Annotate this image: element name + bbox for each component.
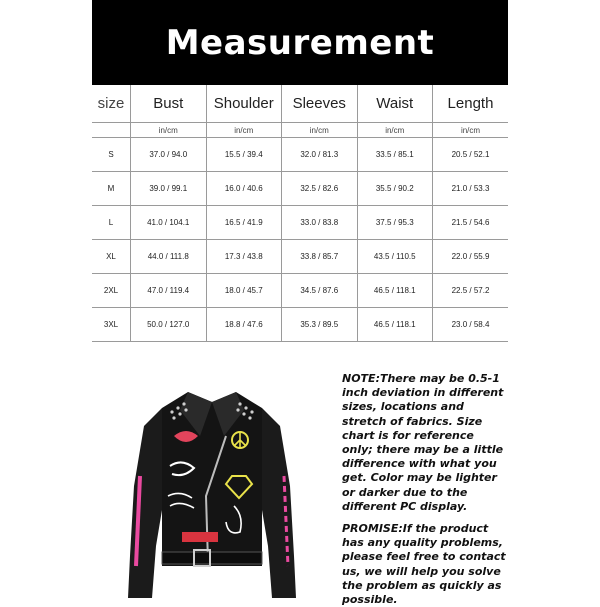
shoulder-cell: 18.0 / 45.7 [206,274,282,308]
bust-cell: 41.0 / 104.1 [131,206,207,240]
table-row [92,206,508,240]
unit-row [92,123,508,138]
bust-cell: 44.0 / 111.8 [131,240,207,274]
length-cell: 22.0 / 55.9 [433,240,509,274]
size-label: L [92,206,131,240]
table-row [92,138,508,172]
table-row [92,308,508,342]
waist-cell: 46.5 / 118.1 [357,308,433,342]
size-label: XL [92,240,131,274]
length-cell: 21.5 / 54.6 [433,206,509,240]
waist-cell: 43.5 / 110.5 [357,240,433,274]
sleeves-cell: 34.5 / 87.6 [282,274,358,308]
shoulder-cell: 16.5 / 41.9 [206,206,282,240]
bust-cell: 39.0 / 99.1 [131,172,207,206]
length-cell: 21.0 / 53.3 [433,172,509,206]
jacket-image [122,366,302,600]
size-label: M [92,172,131,206]
table-row [92,274,508,308]
unit-cell: in/cm [206,123,282,138]
shoulder-cell: 16.0 / 40.6 [206,172,282,206]
column-header-sleeves: Sleeves [282,85,358,123]
page-title: Measurement [165,22,435,63]
column-header-bust: Bust [131,85,207,123]
bust-cell: 50.0 / 127.0 [131,308,207,342]
promise-text: PROMISE:If the product has any quality problems, please feel free to contact us, we will help you solve the problem as quickly as possible. [342,522,506,607]
unit-cell: in/cm [282,123,358,138]
bust-cell: 47.0 / 119.4 [131,274,207,308]
sleeves-cell: 33.0 / 83.8 [282,206,358,240]
size-label: S [92,138,131,172]
length-cell: 22.5 / 57.2 [433,274,509,308]
bust-cell: 37.0 / 94.0 [131,138,207,172]
size-chart-table [92,85,508,342]
note-text: NOTE:There may be 0.5-1 inch deviation in different sizes, locations and stretch of fabrics. Size chart is for reference only; there may be a little difference with what you get. Color may be lighter or darker due to the different PC display. [342,372,504,513]
waist-cell: 46.5 / 118.1 [357,274,433,308]
shoulder-cell: 15.5 / 39.4 [206,138,282,172]
size-label: 2XL [92,274,131,308]
table-row [92,240,508,274]
shoulder-cell: 18.8 / 47.6 [206,308,282,342]
waist-cell: 37.5 / 95.3 [357,206,433,240]
sleeves-cell: 33.8 / 85.7 [282,240,358,274]
waist-cell: 35.5 / 90.2 [357,172,433,206]
unit-cell: in/cm [433,123,509,138]
waist-cell: 33.5 / 85.1 [357,138,433,172]
sleeves-cell: 32.0 / 81.3 [282,138,358,172]
column-header-waist: Waist [357,85,433,123]
table-header-row [92,85,508,123]
shoulder-cell: 17.3 / 43.8 [206,240,282,274]
column-header-shoulder: Shoulder [206,85,282,123]
sleeves-cell: 35.3 / 89.5 [282,308,358,342]
length-cell: 23.0 / 58.4 [433,308,509,342]
length-cell: 20.5 / 52.1 [433,138,509,172]
size-label: 3XL [92,308,131,342]
column-header-length: Length [433,85,509,123]
unit-cell-empty [92,123,131,138]
size-column-header: size [92,85,131,123]
table-row [92,172,508,206]
sleeves-cell: 32.5 / 82.6 [282,172,358,206]
product-info-section [92,346,508,607]
header-banner [92,0,508,85]
unit-cell: in/cm [131,123,207,138]
unit-cell: in/cm [357,123,433,138]
